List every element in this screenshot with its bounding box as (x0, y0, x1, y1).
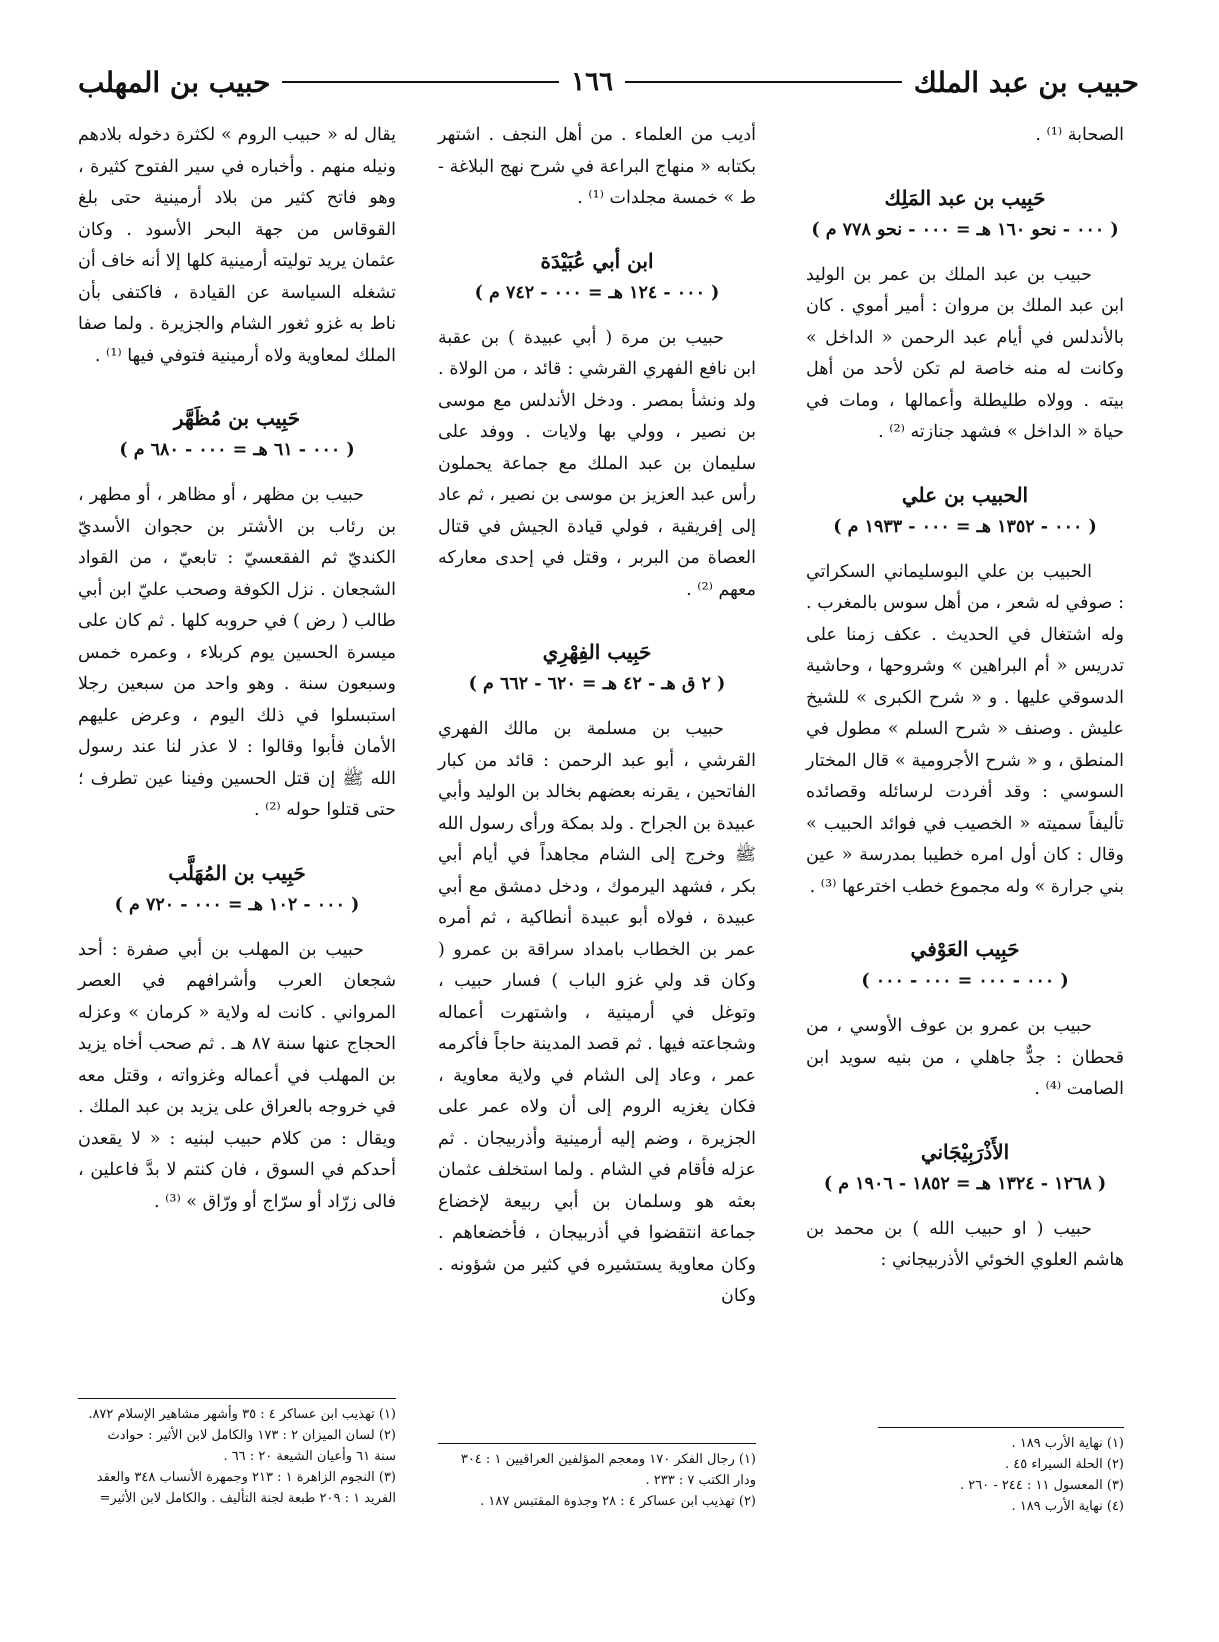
entry-dates: ( ٠٠٠ - ٠٠٠ = ٠٠٠ - ٠٠٠ ) (861, 971, 1069, 991)
header-left-title: حبيب بن المهلب (77, 65, 271, 99)
footnotes-left (78, 1398, 396, 1509)
entry-body: الحبيب بن علي البوسليماني السكراتي : صوفي له شعر ، من أهل سوس بالمغرب . وله اشتغال في الحديث . عكف زمنا على تدريس « أم البراهين » وشروحها ، وحاشية الدسوقي عليها . و « شرح الكبرى » للشيخ عليش . وصنف « شرح السلم » مطول في المنطق ، و « شرح الأجرومية » قال المختار السوسي : وقد أفردت لرسائله وقصائده تأليفاً سميته « الخصيب في فوائد الحبيب » وقال : كان أول امره خطيبا بمدرسة « عين بني جرارة » وله مجموع خطب اخترعها ⁽³⁾ . (806, 561, 1124, 897)
entry-habib-ibn-al-muhallab (78, 857, 396, 1219)
entry-body: حبيب بن عبد الملك بن عمر بن الوليد ابن عبد الملك بن مروان : أمير أموي . كان بالأندلس في أيام عبد الرحمن « الداخل » وكانت له منه خاصة لم تكن لأحد من أهل بيته . وولاه طليطلة وأعمالها ، ومات في حياة « الداخل » فشهد جنازته ⁽²⁾ . (806, 264, 1124, 442)
footnote: (٤) نهاية الأرب ١٨٩ . (1011, 1499, 1124, 1514)
header-rule-right (625, 81, 902, 83)
entry-al-habib-ibn-ali (806, 479, 1124, 904)
footnotes-middle (438, 1443, 756, 1512)
entry-body: حبيب بن عمرو بن عوف الأوسي ، من قحطان : جدٌّ جاهلي ، من بنيه سويد ابن الصامت ⁽⁴⁾ . (806, 1016, 1124, 1099)
entry-body: حبيب بن المهلب بن أبي صفرة : أحد شجعان العرب وأشرافهم في العصر المرواني . كانت له ولاية « كرمان » وعزله الحجاج عنها سنة ٨٧ هـ . ثم صحب أخاه يزيد بن المهلب في أعماله وغزواته ، وقتل معه في خروجه بالعراق على يزيد بن عبد الملك . ويقال : من كلام حبيب لبنيه : « لا يقعدن أحدكم في السوق ، فان كنتم لا بدَّ فاعلين ، فالى زرّاد أو سرّاج أو ورّاق » ⁽³⁾ . (78, 939, 396, 1212)
entry-title: حَبِيب بن مُظَهَّر (173, 406, 301, 430)
entry-dates: ( ٠٠٠ - ١٣٥٢ هـ = ٠٠٠ - ١٩٣٣ م ) (833, 516, 1097, 537)
footnotes-right (878, 1427, 1124, 1517)
running-header (78, 62, 1139, 102)
footnote: (٢) تهذيب ابن عساكر ٤ : ٢٨ وجذوة المقتبس ١٨٧ . (480, 1494, 756, 1509)
entry-title: الحبيب بن علي (901, 482, 1029, 507)
entry-title: حَبِيب العَوْفي (910, 937, 1020, 961)
footnote: (١) تهذيب ابن عساكر ٤ : ٣٥ وأشهر مشاهير الإسلام ٨٧٢. (88, 1407, 396, 1422)
footnote: (٣) المعسول ١١ : ٢٤٤ - ٢٦٠ . (960, 1478, 1124, 1493)
continuation-text: أديب من العلماء . من أهل النجف . اشتهر بكتابه « منهاج البراعة في شرح نهج البلاغة - ط » خمسة مجلدات ⁽¹⁾ . (438, 125, 756, 208)
entry-habib-ibn-muzahhar (78, 402, 396, 827)
page-number: ١٦٦ (571, 67, 614, 97)
entry-title: حَبِيب بن عبد المَلِك (884, 185, 1046, 210)
entry-title: حَبِيب الفِهْرِي (542, 640, 652, 664)
entry-dates: ( ٠٠٠ - ٦١ هـ = ٠٠٠ - ٦٨٠ م ) (119, 440, 355, 460)
entry-ibn-abi-ubayda (438, 245, 756, 607)
entry-habib-ibn-abd-al-malik (806, 182, 1124, 449)
entry-dates: ( ٠٠٠ - نحو ١٦٠ هـ = ٠٠٠ - نحو ٧٧٨ م ) (811, 219, 1119, 240)
entry-al-adharbayjani (806, 1136, 1124, 1277)
entry-title: حَبِيب بن المُهَلَّب (168, 860, 306, 885)
footnote: (١) رجال الفكر ١٧٠ ومعجم المؤلفين العراقيين ١ : ٣٠٤ (460, 1452, 756, 1467)
entry-habib-al-fihri (438, 636, 756, 1313)
entry-body: حبيب بن مسلمة بن مالك الفهري القرشي ، أبو عبد الرحمن : قائد من كبار الفاتحين ، يقرنه بعضهم بخالد بن الوليد وأبي عبيدة بن الجراح . ولد بمكة ورأى رسول الله ﷺ وخرج إلى الشام مجاهداً في أيام أبي بكر ، فشهد اليرموك ، ودخل دمشق مع أبي عبيدة ، فولاه أبو عبيدة أنطاكية ، ثم أمره عمر بن الخطاب بامداد سراقة بن عمرو ( وكان قد ولي غزو الباب ) فسار حبيب ، وتوغل في أرمينية ، واشتهرت أعماله وشجاعته فيها . ثم قصد المدينة حاجاً فأكرمه عمر ، وعاد إلى الشام في ولاية معاوية ، فكان يغزيه الروم إلى أن ولاه عمر على الجزيرة ، وضم إليه أرمينية وأذربيجان . ثم عزله فأقام في الشام . ولما استخلف عثمان بعثه هو وسلمان بن أبي ربيعة لإخضاع جماعة انتقضوا في أذربيجان ، فأخضعاهم . وكان معاوية يستشيره في كثير من شؤونه . وكان (438, 719, 756, 1306)
footnote: سنة ٦١ وأعيان الشيعة ٢٠ : ٦٦ . (223, 1449, 396, 1464)
column-left (78, 120, 396, 1218)
footnote: ودار الكتب ٧ : ٢٣٣ . (645, 1473, 756, 1488)
entry-body: حبيب ( او حبيب الله ) بن محمد بن هاشم العلوي الخوئي الأذربيجاني : (806, 1218, 1124, 1270)
entry-dates: ( ١٢٦٨ - ١٣٢٤ هـ = ١٨٥٢ - ١٩٠٦ م ) (823, 1173, 1107, 1194)
footnote: (٢) لسان الميزان ٢ : ١٧٣ والكامل لابن الأثير : حوادث (107, 1428, 396, 1443)
entry-body: حبيب بن مرة ( أبي عبيدة ) بن عقبة ابن نافع الفهري القرشي : قائد ، من الولاة . ولد ونشأ بمصر . ودخل الأندلس مع موسى بن نصير ، وولي بها ولايات . ووفد على سليمان بن عبد الملك مع جماعة يحملون رأس عبد العزيز بن موسى بن نصير ، ثم عاد إلى إفريقية ، فولي قيادة الجيش في قتال العصاة من البربر ، وقتل في إحدى معاركه معهم ⁽²⁾ . (438, 327, 756, 600)
header-right-title: حبيب بن عبد الملك (913, 65, 1139, 99)
entry-title: الأَذْرَبِيْجَاني (920, 1139, 1010, 1164)
entry-body: حبيب بن مظهر ، أو مظاهر ، أو مطهر ، بن رئاب بن الأشتر بن حجوان الأسديّ الكنديّ ثم الفقعسيّ : تابعيّ ، من القواد الشجعان . نزل الكوفة وصحب عليّ ابن أبي طالب ( رض ) في حروبه كلها . ثم كان على ميسرة الحسين يوم كربلاء ، وعمره خمس وسبعون سنة . وهو واحد من سبعين رجلا استبسلوا في ذلك اليوم ، وعرض عليهم الأمان فأبوا وقالوا : لا عذر لنا عند رسول الله ﷺ إن قتل الحسين وفينا عين تطرف ؛ حتى قتلوا حوله ⁽²⁾ . (78, 485, 396, 820)
continuation-text: الصحابة ⁽¹⁾ . (1035, 125, 1124, 145)
footnote: الفريد ١ : ٢٠٩ طبعة لجنة التأليف . والكامل لابن الأثير= (99, 1491, 396, 1506)
entry-dates: ( ٠٠٠ - ١٠٢ هـ = ٠٠٠ - ٧٢٠ م ) (114, 894, 360, 915)
footnote: (٢) الحلة السيراء ٤٥ . (1005, 1457, 1124, 1472)
entry-habib-al-awfi (806, 933, 1124, 1106)
column-middle (438, 120, 756, 1313)
footnote: (١) نهاية الأرب ١٨٩ . (1011, 1436, 1124, 1451)
column-right (806, 120, 1124, 1277)
entry-dates: ( ٠٠٠ - ١٢٤ هـ = ٠٠٠ - ٧٤٢ م ) (474, 282, 720, 303)
header-rule-left (282, 81, 559, 83)
continuation-text: يقال له « حبيب الروم » لكثرة دخوله بلادهم ونيله منهم . وأخباره في سير الفتوح كثيرة ، وهو فاتح كثير من بلاد أرمينية حتى بلغ القوقاس من جهة البحر الأسود . وكان عثمان يريد توليته أرمينية كلها إلا أنه خاف أن تشغله السياسة عن القيادة ، فاكتفى بأن ناط به غزو ثغور الشام والجزيرة . ولما صفا الملك لمعاوية ولاه أرمينية فتوفي فيها ⁽¹⁾ . (78, 125, 396, 366)
footnote: (٣) النجوم الزاهرة ١ : ٢١٣ وجمهرة الأنساب ٣٤٨ والعقد (96, 1470, 396, 1485)
entry-dates: ( ٢ ق هـ - ٤٢ هـ = ٦٢٠ - ٦٦٢ م ) (468, 674, 726, 694)
entry-title: ابن أبي عُبَيْدَة (540, 248, 654, 273)
